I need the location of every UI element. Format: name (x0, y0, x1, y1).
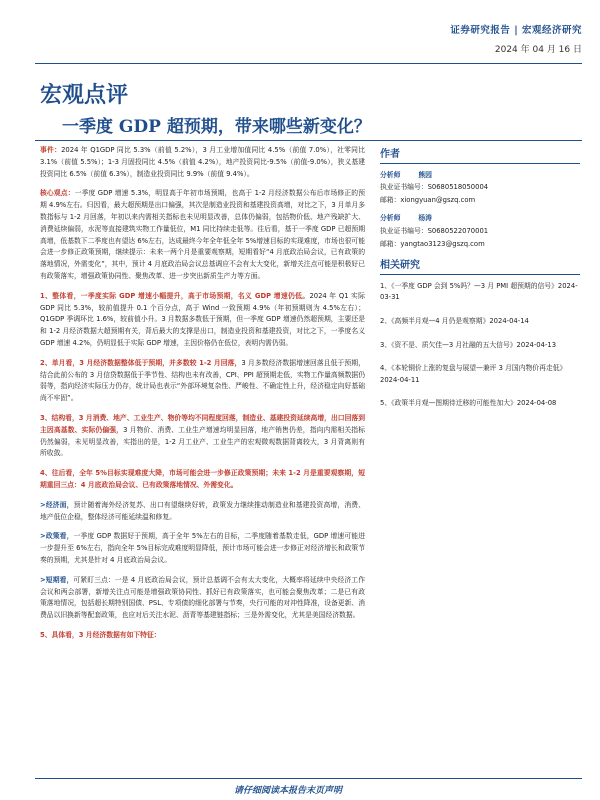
bullet-economy-label: >经济面， (40, 500, 74, 509)
point-1-text: 2024 年 Q1 实际 GDP 同比 5.3%，较前值提升 0.1 个百分点，高于 Wind 一致预期 4.9%（年初预期则为 4.5%左右）；Q1GDP 季调环比 1.6%，较前值小升。3 月数据多数低于预期，但一季度 GDP 增速仍然超预期，主要还是和 1-2 月经济数据大超预期有关，背后最大的支撑是出口，制造业投资和基建投资，对比之下，一季度名义 GDP 增速 4.2%，仍明显低于实际 GDP 增速，主因价格仍在低位，表明内需仍弱。 (40, 291, 365, 347)
bullet-economy-text: 预计随着海外经济复苏、出口有望继续好转，政策发力继续推动制造业和基建投资高增，消费、地产低位企稳，整体经济可能延续温和修复。 (40, 500, 365, 521)
footer-disclaimer: 请仔细阅读本报告末页声明 (233, 786, 342, 796)
related-item-3[interactable]: 3、《资不是、质欠佳—3 月社融的五大信号》2024-04-13 (380, 340, 557, 349)
bullet-policy-label: >政策看， (40, 532, 74, 541)
title-divider (35, 140, 582, 141)
author-2-cert: 执业证书编号：S0680522070001 (380, 226, 489, 235)
bullet-shortterm (40, 575, 365, 622)
section-title: 宏观点评 (40, 82, 129, 108)
author-2-name: 杨涛 (418, 214, 432, 223)
related-item-4[interactable]: 4、《本轮铜价上涨的复盘与展望—兼评 3 月国内物价再走低》2024-04-11 (380, 364, 567, 384)
author-1-cert: 执业证书编号：S0680518050004 (380, 183, 489, 192)
core-label: 核心观点： (40, 189, 75, 198)
header-divider (35, 63, 582, 64)
footer (35, 778, 582, 800)
related-item-2[interactable]: 2、《高频半月观—4 月仍是观察期》2024-04-14 (380, 316, 529, 325)
authors-title: 作者 (380, 149, 580, 164)
bullet-shortterm-label: >短期看， (40, 575, 74, 584)
main-body (40, 145, 365, 650)
bullet-policy-text: 一季度 GDP 数据好于预期，高于全年 5%左右的目标，二季度随着基数走低，GDP 增速可能进一步提升至 6%左右，指向全年 5%目标完成难度明显降低，预计市场可能会进一步修正对经济增长和政策节奏的预期，尤其是针对 4 月底政治局会议。 (40, 532, 366, 564)
report-type: 证券研究报告 | 宏观经济研究 (450, 25, 582, 36)
report-header (450, 22, 582, 55)
author-2-name-row (380, 213, 580, 225)
point-3-lead: 3、结构看，3 月消费、地产、工业生产、物价等均不同程度回落，制造业、基建投资延续高增，出口回落到主因高基数、实际仍偏强， (40, 413, 365, 434)
point-2-text: 3 月多数经济数据增速回落且低于预期，结合此前公布的 3 月信贷数据低于季节性、结构也未有改善，CPI、PPI 超预期走低，实物工作量高频数据仍弱等，指向经济实际压力仍存，统计局也表示“外部环境复杂性、严峻性、不确定性上升，经济稳定向好基础尚不牢固”。 (40, 358, 365, 403)
point-2 (40, 358, 365, 405)
related-item-1[interactable]: 1、《一季度 GDP 会到 5%吗？—3 月 PMI 超预期的信号》2024-03-31 (380, 281, 578, 302)
point-4-lead: 4、往后看，全年 5%目标实现难度大降，市场可能会进一步修正政策预期；未来 1-2 月是重要观察期，短期重回三点：4 月底政治局会议、已有政策落地情况、外需变化。 (40, 469, 365, 489)
point-2-lead: 2、单月看，3 月经济数据整体低于预期，并多数较 1-2 月回落， (40, 358, 242, 367)
event-paragraph (40, 145, 365, 180)
author-1-email[interactable]: 邮箱：xiongyuan@gszq.com (380, 195, 476, 204)
point-3 (40, 413, 365, 460)
author-2-email[interactable]: 邮箱：yangtao3123@gszq.com (380, 239, 485, 248)
related-title: 相关研究 (380, 260, 580, 275)
core-text: 一季度 GDP 增速 5.3%，明显高于年初市场预期，也高于 1-2 月经济数据公布后市场修正的预期 4.9%左右。归因看，最大超预期是出口偏强，其次是制造业投资和基建投资高增，对比之下，3 月单月多数指标与 1-2 月回落，年初以来内需相关指标也未见明显改善，总体仍偏弱，包括物价低、地产残缺扩大、消费延续偏弱，水泥等直接建筑实物工作量低位，M1 同比持续走低等。往后看，基于一季度 GDP 已超预期高增，低基数下二季度也有望达 6%左右，达成最终今年全年低全年 5%增速目标的实现难度，市场也很可能会进一步修正政策预期，继续提示：未来一两个月是重要观察期，短期看好“4 月底政治局会议，已有政策的落地情况，外需变化”，其中，预计 4 月底政治局会议总基调应不会有太大变化，新增关注点可能是积极好已有政策落实，增强政策协同性、聚焦改革、进一步突出新质生产力等方面。 (40, 189, 365, 280)
core-paragraph (40, 188, 365, 282)
point-1-lead: 1、整体看，一季度实际 GDP 增速小幅提升，高于市场预期，名义 GDP 增速仍低。 (40, 291, 310, 300)
bullet-economy (40, 500, 365, 524)
point-3-text: 3 月物价、消费、工业生产增速均明显回落，地产销售仍差，指向内需相关指标仍然偏弱，未见明显改善，实指出的是，1-2 月工业产、工业生产的宏观微观数据背离较大，3 月背离则有所收敛。 (40, 425, 366, 458)
bullet-shortterm-text: 可紧盯三点：一是 4 月底政治局会议，预计总基调不会有太大变化，大概率将延续中央经济工作会议和两会部署，新增关注点可能是增强政策协同性、抓好已有政策落实，也可能会聚焦改革；二是已有政策落地情况，包括超长期特别国债、PSL、专项债的细化部署与节奏，央行可能的对冲性降准，设备更新、消费品以旧换新等配套政策，也应对后关注水泥、沥青等基建链指标；三是外需变化，尤其是美国经济数据。 (40, 575, 365, 620)
page-title: 一季度 GDP 超预期，带来哪些新变化？ (62, 117, 371, 137)
author-1-name: 熊园 (418, 170, 432, 179)
event-text: 2024 年 Q1GDP 同比 5.3%（前值 5.2%），3 月工业增加值同比 4.5%（前值 7.0%），社零同比 3.1%（前值 5.5%）；1-3 月固投同比 4.5%（前值 4.2%），地产投资同比-9.5%（前值-9.0%），狭义基建投资同比 6.5%（前值 6.3%），制造业投资同比 9.9%（前值 9.4%）。 (40, 146, 366, 178)
author-1-name-row (380, 170, 580, 182)
author-2-role: 分析师 (380, 214, 401, 223)
bullet-policy (40, 531, 365, 566)
report-date: 2024 年 04 月 16 日 (494, 45, 582, 55)
author-1-role: 分析师 (380, 170, 401, 179)
related-item-5[interactable]: 5、《政策半月观—图期待迁移的可能性加大》2024-04-08 (380, 399, 557, 408)
point-5-lead: 5、具体看，3 月经济数据有如下特征： (40, 630, 161, 639)
point-1 (40, 291, 365, 350)
point-5 (40, 630, 365, 642)
point-4 (40, 468, 365, 492)
sidebar (380, 145, 580, 422)
event-label: 事件： (40, 146, 62, 154)
